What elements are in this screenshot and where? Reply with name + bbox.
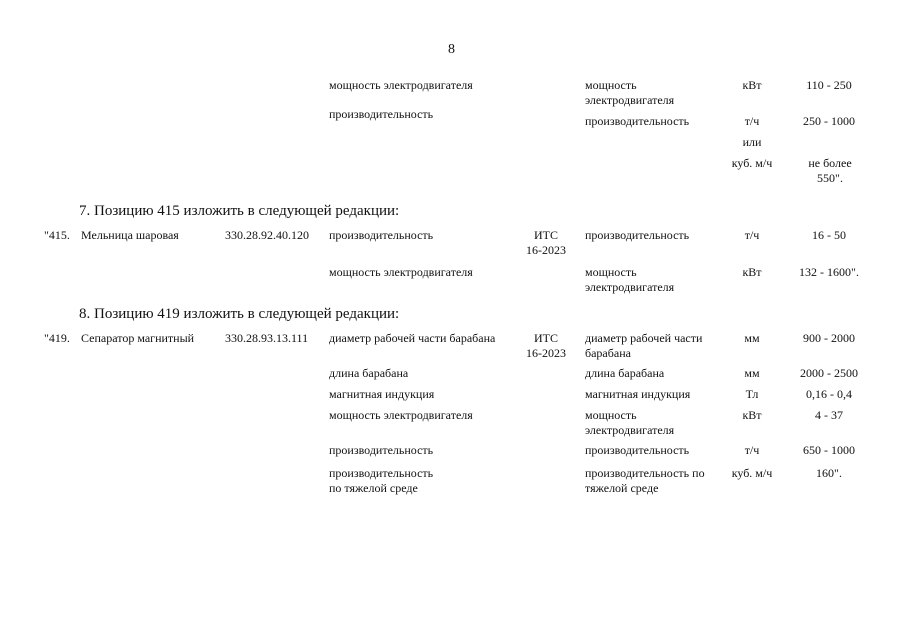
value-cell: 2000 - 2500 (800, 366, 858, 380)
param-name-col2: магнитная индукция (585, 387, 691, 401)
value-cell: 650 - 1000 (803, 443, 855, 457)
page-number: 8 (448, 42, 455, 57)
equipment-name: Мельница шаровая (81, 228, 179, 242)
param-name-col1: производительность (329, 228, 434, 242)
unit-cell: кВт (742, 265, 762, 279)
section-heading: 8. Позицию 419 изложить в следующей редакции: (79, 306, 400, 322)
value-cell: 110 - 250 (806, 78, 852, 92)
param-name-col2: мощность электродвигателя (585, 408, 675, 437)
position-number: "415. (44, 228, 70, 242)
unit-cell: т/ч (744, 443, 760, 457)
param-name-col2: мощность электродвигателя (585, 265, 675, 294)
param-name-col2: производительность по тяжелой среде (585, 466, 705, 495)
unit-cell: кВт (742, 408, 762, 422)
value-cell: 250 - 1000 (803, 114, 855, 128)
param-name-col1: производительность (329, 443, 434, 457)
param-name-col2: длина барабана (585, 366, 665, 380)
equipment-name: Сепаратор магнитный (81, 331, 195, 345)
param-name-col2: мощность электродвигателя (585, 78, 675, 107)
param-name-col2: производительность (585, 228, 690, 242)
param-name-col1: производительность (329, 107, 434, 121)
param-name-col2: диаметр рабочей части барабана (585, 331, 703, 360)
or-label: или (742, 135, 762, 149)
unit-cell: мм (744, 366, 760, 380)
unit-cell: куб. м/ч (731, 466, 773, 480)
value-cell: 900 - 2000 (803, 331, 855, 345)
param-name-col2: производительность (585, 443, 690, 457)
its-reference: ИТС 16-2023 (526, 228, 566, 257)
param-name-col1: мощность электродвигателя (329, 408, 473, 422)
unit-cell: т/ч (744, 114, 760, 128)
alt-unit-cell: куб. м/ч (731, 156, 773, 170)
param-name-col1: мощность электродвигателя (329, 78, 473, 92)
unit-cell: т/ч (744, 228, 760, 242)
value-cell: 0,16 - 0,4 (806, 387, 852, 401)
its-reference: ИТС 16-2023 (526, 331, 566, 360)
param-name-col1: длина барабана (329, 366, 409, 380)
value-cell: 132 - 1600". (799, 265, 859, 279)
equipment-code: 330.28.93.13.111 (225, 331, 309, 345)
param-name-col1: мощность электродвигателя (329, 265, 473, 279)
equipment-code: 330.28.92.40.120 (225, 228, 309, 242)
position-number: "419. (44, 331, 70, 345)
section-heading: 7. Позицию 415 изложить в следующей редакции: (79, 203, 400, 219)
value-cell: 4 - 37 (815, 408, 843, 422)
value-cell: 160". (816, 466, 842, 480)
param-name-col1: магнитная индукция (329, 387, 435, 401)
value-cell: 16 - 50 (812, 228, 846, 242)
param-name-col1: производительность по тяжелой среде (329, 466, 434, 495)
alt-value-cell: не более 550". (808, 156, 852, 185)
unit-cell: мм (744, 331, 760, 345)
param-name-col2: производительность (585, 114, 690, 128)
param-name-col1: диаметр рабочей части барабана (329, 331, 496, 345)
unit-cell: кВт (742, 78, 762, 92)
unit-cell: Тл (745, 387, 759, 401)
